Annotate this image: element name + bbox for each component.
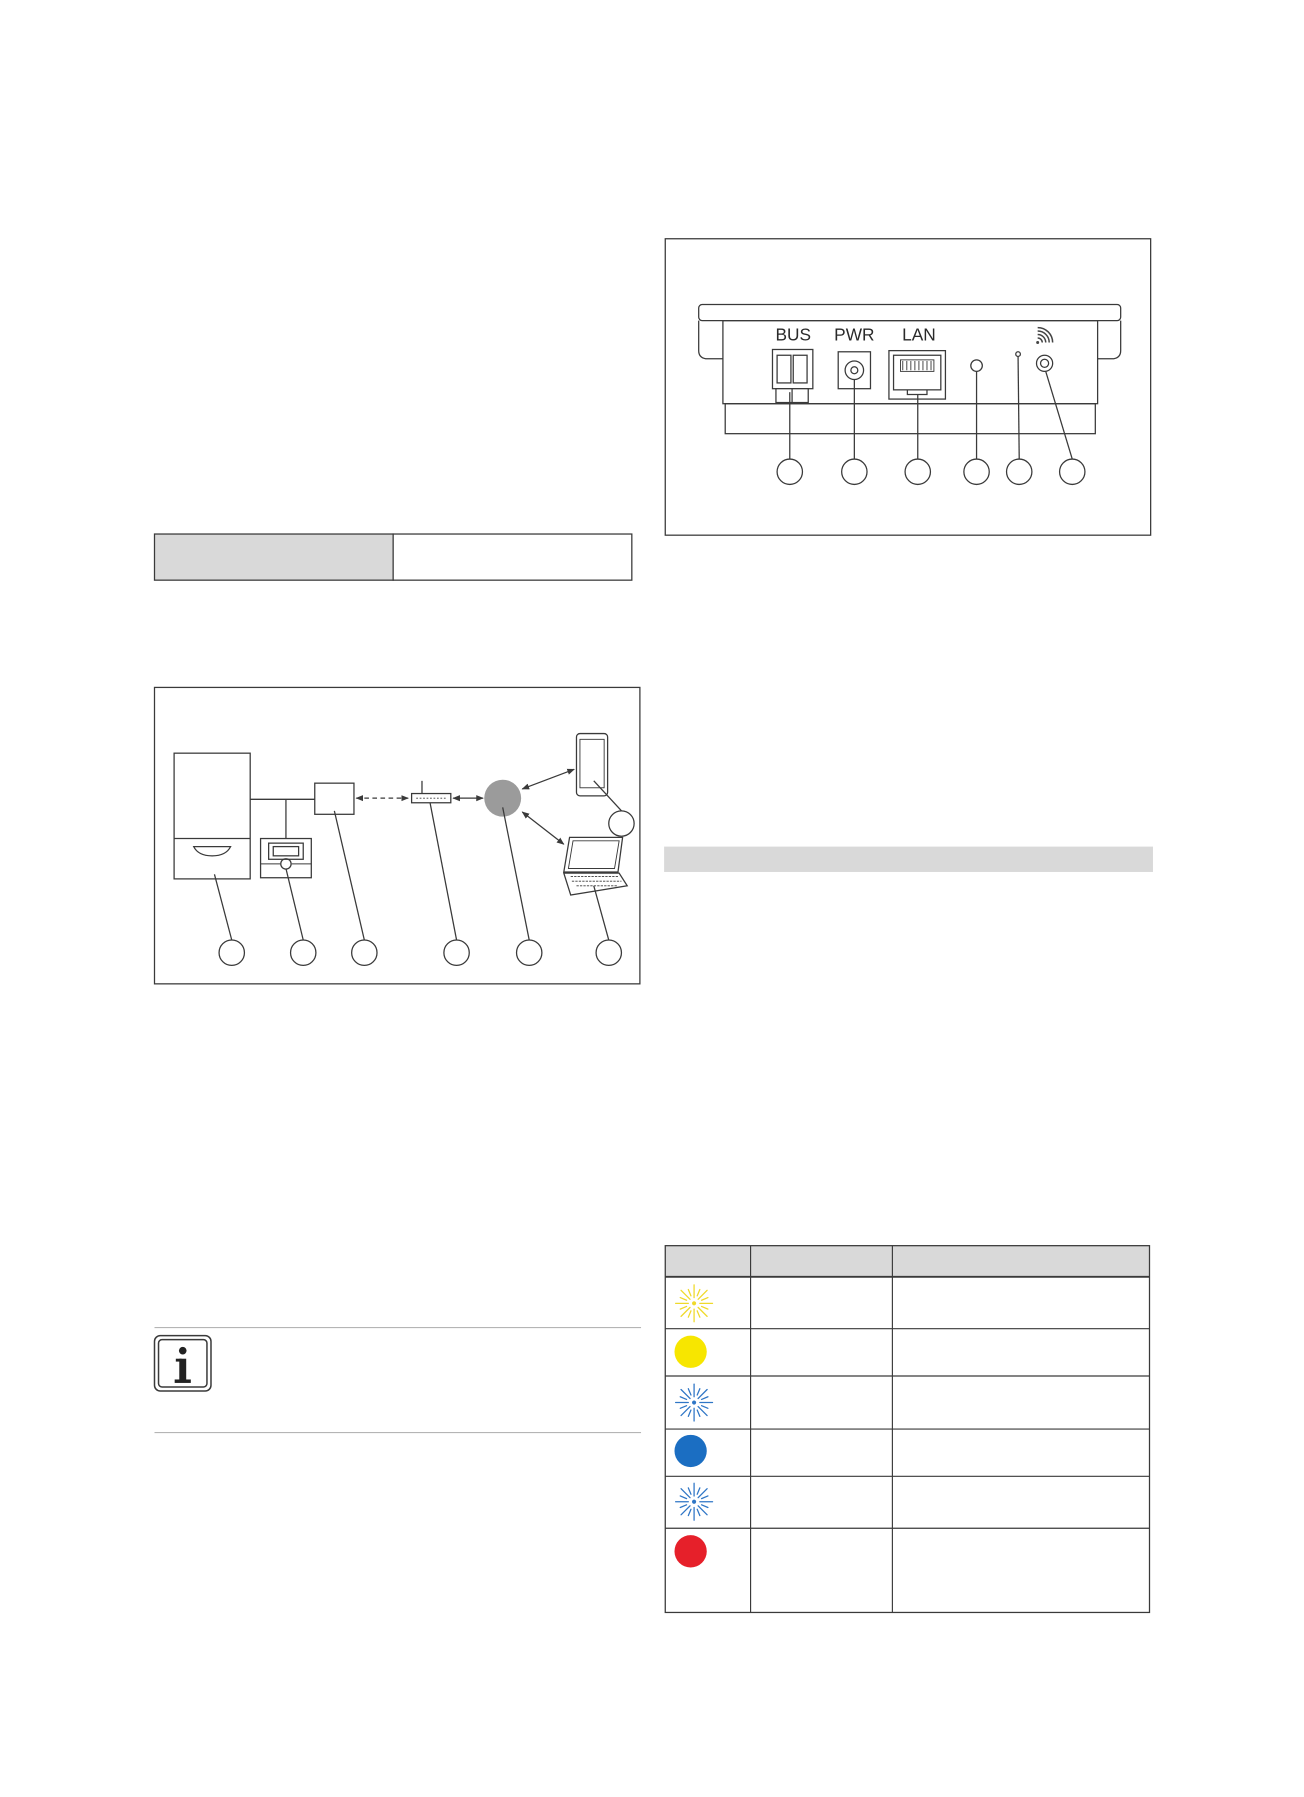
callout-circle [352,940,377,965]
blank-cell [393,534,632,580]
callout-circle [1060,459,1085,484]
info-icon-serif [176,1359,182,1362]
info-icon [154,1336,210,1391]
boiler-icon [174,753,250,879]
device-panel-figure [665,239,1150,535]
bus-terminal-icon [772,349,812,402]
shaded-cell [154,534,393,580]
laptop-icon [564,837,627,895]
lan-port-frame [889,351,945,399]
two-cell-box [154,534,631,580]
callout-circle [905,459,930,484]
table-header-row [665,1246,1149,1277]
callout-circle [777,459,802,484]
led-flash-rays [676,1285,713,1322]
room-controller-icon [261,839,312,878]
internet-cloud-icon [484,780,521,817]
system-diagram [154,687,639,983]
led-flashing-icon [676,1285,713,1322]
callout-circle [517,940,542,965]
led-status-table [665,1246,1149,1613]
callout-circle [609,811,634,836]
smartphone-icon [576,734,607,796]
pwr-label: PWR [834,324,875,345]
phone-body [576,734,607,796]
bus-label: BUS [775,324,812,345]
callout-circle [596,940,621,965]
callout-circle [842,459,867,484]
callout-circle [1007,459,1032,484]
led-flashing-icon [676,1384,713,1421]
callout-circle [964,459,989,484]
info-note [154,1328,641,1433]
led-flashing-icon [676,1483,713,1520]
section-heading-bar [664,847,1153,872]
led-steady-icon [674,1435,706,1467]
info-icon-dot [179,1347,187,1355]
led-steady-icon [674,1336,706,1368]
callout-circle [444,940,469,965]
lan-label: LAN [902,324,936,345]
housing-top-lip [699,304,1121,320]
led-flash-rays [676,1384,713,1421]
gateway-icon [315,783,354,814]
callout-circle [291,940,316,965]
led-steady-icon [674,1535,706,1567]
wifi-dot [1036,341,1039,344]
info-icon-base [175,1379,191,1382]
callout-circle [219,940,244,965]
lan-port-icon [889,351,945,399]
info-icon-stem [179,1359,186,1382]
boiler-body [174,753,250,879]
led-flash-rays [676,1483,713,1520]
